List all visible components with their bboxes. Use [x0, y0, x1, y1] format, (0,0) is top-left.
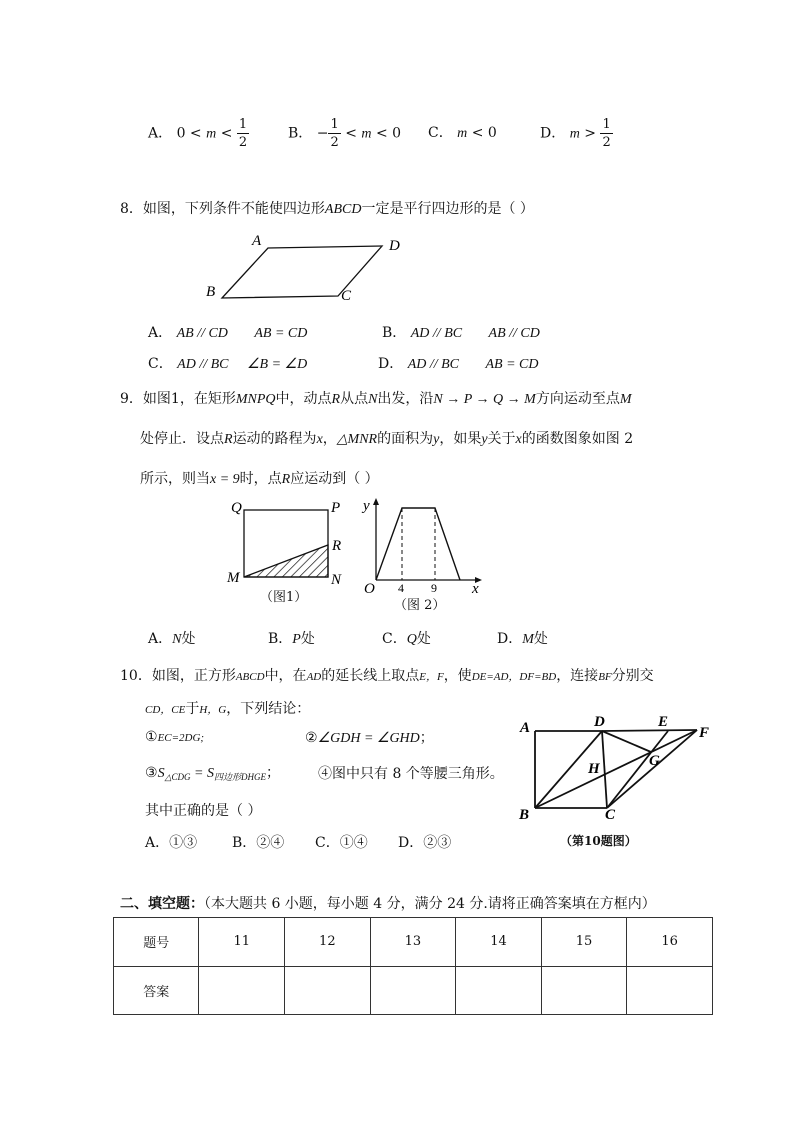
- q8-option-a: [148, 322, 307, 342]
- q10-square-figure: [515, 710, 720, 825]
- q10-ask: 其中正确的是（ ）: [145, 803, 262, 819]
- fraction: [600, 118, 612, 149]
- q10-line-2: [145, 698, 310, 718]
- option-text: 处: [300, 631, 315, 647]
- condition-2: AB = CD: [254, 326, 308, 341]
- row-label-answer: 答案: [114, 966, 199, 1015]
- conclusion-text: ；: [265, 765, 280, 781]
- numerator: 1: [238, 117, 248, 132]
- variable: M: [619, 392, 632, 407]
- variable: P: [292, 632, 301, 647]
- q7-option-c: [428, 122, 497, 142]
- label-d: D: [389, 238, 400, 254]
- label-f: F: [699, 725, 710, 741]
- option-text: 处: [181, 631, 196, 647]
- option-letter: B．: [382, 325, 407, 341]
- variable: x: [515, 432, 522, 447]
- variable: BF: [598, 671, 612, 683]
- variable: Q: [406, 632, 417, 647]
- q9-figure-1-caption: （图1）: [260, 590, 308, 605]
- question-number: 9．: [120, 391, 143, 407]
- condition-1: AB // CD: [176, 326, 228, 341]
- tick-9: 9: [431, 581, 437, 595]
- conclusion-number: ②: [305, 730, 318, 746]
- condition-1: AD // BC: [410, 326, 463, 341]
- question-number: 10．: [120, 668, 152, 684]
- stem-text: 关于: [487, 431, 516, 447]
- stem-text: 如图，下列条件不能使四边形: [142, 201, 325, 217]
- answer-table: [113, 917, 713, 1015]
- option-text: <: [340, 125, 362, 142]
- label-a: A: [252, 233, 262, 249]
- variable: M: [522, 632, 534, 647]
- triangle-name: △MNR: [336, 432, 378, 447]
- variable: ABCD: [235, 671, 265, 683]
- tick-4: 4: [398, 581, 404, 595]
- denominator: 2: [238, 135, 248, 150]
- variable: y: [433, 432, 440, 447]
- option-text: <: [216, 125, 237, 142]
- stem-text: 中，动点: [275, 391, 332, 407]
- q9-line-1: [120, 388, 632, 408]
- option-letter: C．: [382, 631, 407, 647]
- conclusion-number: ①: [145, 729, 158, 745]
- stem-text: ，下列结论：: [226, 701, 311, 717]
- option-text: < 0: [467, 125, 497, 141]
- stem-text: ，连接: [556, 668, 599, 684]
- q10-line-1: [120, 665, 654, 685]
- stem-text: 中，在: [264, 668, 307, 684]
- label-x: x: [472, 581, 479, 597]
- segment-dc: [602, 731, 607, 808]
- variable: R: [331, 392, 341, 407]
- area-symbol: S: [157, 766, 165, 781]
- variable: ABCD: [324, 202, 362, 217]
- label-a: A: [520, 720, 531, 736]
- variable: N: [172, 632, 182, 647]
- option-text: 处: [533, 631, 548, 647]
- q10-option-d: D．②③: [398, 835, 452, 851]
- option-text: >: [579, 125, 601, 142]
- label-y: y: [363, 498, 370, 514]
- question-number-cell: 12: [285, 918, 371, 967]
- label-r: R: [332, 538, 342, 554]
- stem-text: 的函数图象如图 2: [521, 431, 634, 447]
- stem-text: ，: [322, 431, 337, 447]
- denominator: 2: [330, 135, 339, 150]
- option-letter: B．: [288, 125, 313, 142]
- option-text: 0 <: [176, 125, 207, 142]
- answer-cell[interactable]: [541, 966, 627, 1015]
- stem-text: 方向运动至点: [535, 391, 620, 407]
- q9-option-a: [148, 628, 195, 648]
- y-axis-arrow: [373, 498, 379, 505]
- question-number-cell: 15: [541, 918, 627, 967]
- q9-line-3: [140, 468, 379, 488]
- stem-text: 处停止．设点: [140, 431, 224, 447]
- section-description: （本大题共 6 小题，每小题 4 分，满分 24 分.请将正确答案填在方框内）: [204, 896, 656, 912]
- stem-text: ，使: [443, 668, 472, 684]
- option-text: 处: [416, 631, 431, 647]
- label-g: G: [649, 753, 660, 769]
- label-b: B: [519, 807, 530, 823]
- stem-text: 于: [185, 701, 200, 717]
- stem-text: 的面积为: [377, 431, 434, 447]
- q10-conclusion-3: [145, 762, 280, 783]
- q9-option-d: [497, 628, 548, 648]
- stem-text: 一定是平行四边形的是（ ）: [361, 201, 534, 217]
- stem-text: 应运动到（ ）: [290, 471, 379, 487]
- q8-option-b: [382, 322, 540, 342]
- stem-text: 如图1，在矩形: [142, 391, 236, 407]
- variable-m: m: [569, 126, 580, 142]
- segment-dg: [602, 731, 651, 752]
- q7-option-b: [288, 118, 401, 149]
- equation: x = 9: [210, 472, 240, 487]
- label-n: N: [331, 572, 342, 588]
- label-e: E: [658, 714, 669, 730]
- q10-option-b: B．②④: [232, 835, 285, 851]
- q9-figure-2: [360, 496, 490, 596]
- variable: E，F: [419, 671, 444, 683]
- answer-cell[interactable]: [627, 966, 713, 1015]
- option-letter: B．: [268, 631, 293, 647]
- q8-option-d: [378, 353, 538, 373]
- stem-text: ，如果: [439, 431, 482, 447]
- conclusion-text: 图中只有 8 个等腰三角形。: [332, 766, 504, 782]
- conclusion-text: EC=2DG;: [157, 732, 205, 744]
- fraction: [328, 118, 340, 149]
- label-o: O: [364, 581, 375, 597]
- option-letter: C．: [148, 356, 173, 372]
- answer-cell[interactable]: [456, 966, 542, 1015]
- condition-1: AD // BC: [407, 357, 460, 372]
- stem-text: 如图，正方形: [151, 668, 236, 684]
- equation: DE=AD，DF=BD: [471, 671, 557, 683]
- q10-conclusion-2: [305, 727, 434, 747]
- q8-parallelogram-figure: [200, 228, 420, 308]
- option-letter: C．: [428, 125, 453, 141]
- conclusion-text: ；: [419, 730, 434, 746]
- conclusion-number: ③: [145, 765, 158, 781]
- stem-text: 出发，沿: [377, 391, 434, 407]
- numerator: 1: [602, 117, 611, 132]
- condition-2: AB = CD: [485, 357, 539, 372]
- stem-text: 所示，则当: [140, 471, 210, 487]
- label-q: Q: [231, 500, 242, 516]
- question-number-cell: 13: [370, 918, 456, 967]
- answer-cell[interactable]: [199, 966, 285, 1015]
- question-number-cell: 14: [456, 918, 542, 967]
- conclusion-number: ④: [318, 766, 332, 782]
- option-text: < 0: [371, 125, 402, 142]
- option-letter: A．: [148, 631, 173, 647]
- shaded-triangle-mnr: [244, 545, 328, 577]
- variable: x: [316, 432, 323, 447]
- variable: MNPQ: [235, 392, 276, 407]
- segment-cf: [607, 730, 697, 808]
- q10-option-a: A．①③: [145, 835, 198, 851]
- segment-df: [602, 730, 697, 731]
- table-row: [114, 966, 713, 1015]
- conclusion-text: ∠GDH = ∠GHD: [317, 731, 420, 746]
- answer-cell[interactable]: [285, 966, 371, 1015]
- section-title: 二、填空题：: [120, 896, 204, 912]
- table-row: [114, 918, 713, 967]
- option-letter: A．: [148, 325, 173, 341]
- q9-option-c: [382, 628, 431, 648]
- option-letter: D．: [497, 631, 523, 647]
- stem-text: 运动的路程为: [232, 431, 317, 447]
- q9-figure-2-caption: （图 2）: [394, 598, 446, 613]
- question-number: 8．: [120, 201, 143, 217]
- stem-text: 从点: [340, 391, 369, 407]
- condition-2: AB // CD: [488, 326, 540, 341]
- condition-2: ∠B = ∠D: [246, 357, 308, 372]
- stem-text: 分别交: [611, 668, 654, 684]
- variable: AD: [306, 671, 322, 683]
- area-subscript: △CDG: [164, 772, 191, 782]
- variable-m: m: [206, 126, 217, 142]
- parallelogram-abcd: [222, 246, 382, 298]
- variable: y: [481, 432, 488, 447]
- option-letter: A．: [148, 125, 173, 142]
- variable: N: [368, 392, 378, 407]
- fraction: [237, 118, 249, 149]
- option-letter: D．: [540, 125, 566, 142]
- variable-m: m: [457, 126, 468, 141]
- q8-stem: [120, 198, 534, 218]
- q10-conclusion-4: [318, 763, 504, 783]
- section-2-header: [120, 893, 656, 913]
- label-b: B: [206, 284, 216, 300]
- row-label-number: 题号: [114, 918, 199, 967]
- label-m: M: [227, 570, 240, 586]
- q10-figure-caption: （第10题图）: [560, 834, 637, 848]
- function-graph: [376, 508, 460, 580]
- q9-line-2: [140, 428, 633, 448]
- answer-cell[interactable]: [370, 966, 456, 1015]
- q7-option-d: [540, 118, 613, 149]
- path-expression: N → P → Q → M: [433, 392, 536, 407]
- question-number-cell: 16: [627, 918, 713, 967]
- question-number-cell: 11: [199, 918, 285, 967]
- variable: R: [281, 472, 291, 487]
- option-text: −: [316, 125, 329, 142]
- variable: R: [224, 432, 233, 447]
- denominator: 2: [602, 135, 611, 150]
- variable: CD，CE: [145, 704, 186, 716]
- variable-m: m: [361, 126, 372, 142]
- label-d: D: [594, 714, 605, 730]
- stem-text: 时，点: [239, 471, 282, 487]
- q7-option-a: [148, 118, 249, 149]
- label-c: C: [341, 288, 352, 304]
- option-letter: D．: [378, 356, 404, 372]
- area-symbol: = S: [190, 766, 214, 781]
- condition-1: AD // BC: [177, 357, 229, 372]
- q9-option-b: [268, 628, 315, 648]
- variable: H，G: [199, 704, 227, 716]
- numerator: 1: [330, 117, 339, 132]
- label-c: C: [605, 807, 616, 823]
- area-subscript: 四边形DHGE: [213, 772, 266, 782]
- label-h: H: [588, 761, 600, 777]
- q10-option-c: C．①④: [315, 835, 368, 851]
- q10-conclusion-1: [145, 729, 204, 745]
- label-p: P: [331, 500, 341, 516]
- stem-text: 的延长线上取点: [321, 668, 420, 684]
- q8-option-c: [148, 353, 307, 373]
